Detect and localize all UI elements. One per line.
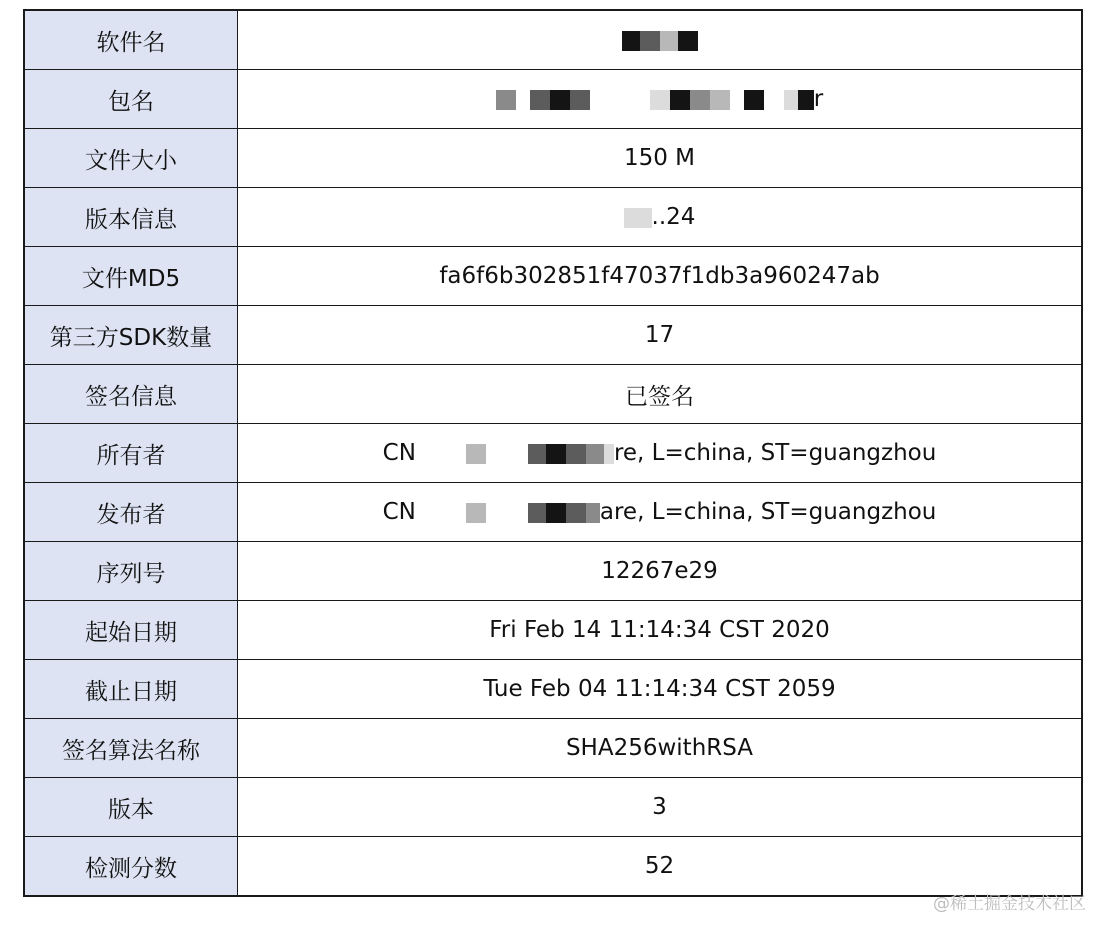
row-label-signature-info: 签名信息 [24,365,238,424]
table-row [24,10,1082,70]
row-value-file-md5: fa6f6b302851f47037f1db3a960247ab [238,247,1083,306]
table-row [24,247,1082,306]
redacted-block [586,444,604,464]
redacted-block [624,208,652,228]
row-label-signature-algorithm: 签名算法名称 [24,719,238,778]
redacted-block [744,90,764,110]
redacted-block [604,444,614,464]
owner-prefix-text: CN [382,440,416,466]
row-label-sdk-count: 第三方SDK数量 [24,306,238,365]
redacted-block [546,444,566,464]
table-row [24,129,1082,188]
row-value-owner [238,424,1083,483]
table-row [24,424,1082,483]
row-label-start-date: 起始日期 [24,601,238,660]
redacted-block [466,503,486,523]
redacted-block [528,503,546,523]
row-value-publisher [238,483,1083,542]
redacted-block [622,31,640,51]
table-row [24,188,1082,247]
row-value-software-name [238,10,1083,70]
row-label-publisher: 发布者 [24,483,238,542]
redacted-block [678,31,698,51]
redacted-block [528,444,546,464]
version-info-visible-text: ..24 [651,204,696,230]
watermark: @稀土掘金技术社区 [933,894,1086,914]
row-label-file-size: 文件大小 [24,129,238,188]
redacted-block [784,90,798,110]
row-value-signature-info: 已签名 [238,365,1083,424]
redacted-block [660,31,678,51]
redacted-block [640,31,660,51]
redacted-block [650,90,670,110]
row-value-package-name [238,70,1083,129]
table-row [24,601,1082,660]
redacted-block [546,503,566,523]
table-row [24,306,1082,365]
redacted-block [530,90,550,110]
row-label-detection-score: 检测分数 [24,837,238,897]
row-value-start-date: Fri Feb 14 11:14:34 CST 2020 [238,601,1083,660]
table-row [24,778,1082,837]
table-row [24,365,1082,424]
row-label-software-name: 软件名 [24,10,238,70]
redacted-block [586,503,600,523]
table-row [24,483,1082,542]
row-label-end-date: 截止日期 [24,660,238,719]
publisher-suffix-text: are, L=china, ST=guangzhou [599,499,937,525]
table-row [24,719,1082,778]
redacted-block [798,90,814,110]
redacted-block [570,90,590,110]
row-value-version-info [238,188,1083,247]
row-label-serial-number: 序列号 [24,542,238,601]
row-label-file-md5: 文件MD5 [24,247,238,306]
app-info-table [23,9,1083,897]
row-value-detection-score: 52 [238,837,1083,897]
row-label-version-info: 版本信息 [24,188,238,247]
row-value-version: 3 [238,778,1083,837]
redacted-block [550,90,570,110]
publisher-prefix-text: CN [382,499,416,525]
table-row [24,70,1082,129]
redacted-block [566,444,586,464]
redacted-block [466,444,486,464]
package-name-visible-text: r [813,86,824,112]
row-value-end-date: Tue Feb 04 11:14:34 CST 2059 [238,660,1083,719]
row-value-sdk-count: 17 [238,306,1083,365]
row-label-owner: 所有者 [24,424,238,483]
table-row [24,542,1082,601]
redacted-block [690,90,710,110]
redacted-block [566,503,586,523]
table-row [24,660,1082,719]
row-value-signature-algorithm: SHA256withRSA [238,719,1083,778]
row-value-serial-number: 12267e29 [238,542,1083,601]
redacted-block [496,90,516,110]
row-label-version: 版本 [24,778,238,837]
table-row [24,837,1082,897]
redacted-block [710,90,730,110]
redacted-block [670,90,690,110]
owner-suffix-text: re, L=china, ST=guangzhou [613,440,937,466]
row-value-file-size: 150 M [238,129,1083,188]
row-label-package-name: 包名 [24,70,238,129]
